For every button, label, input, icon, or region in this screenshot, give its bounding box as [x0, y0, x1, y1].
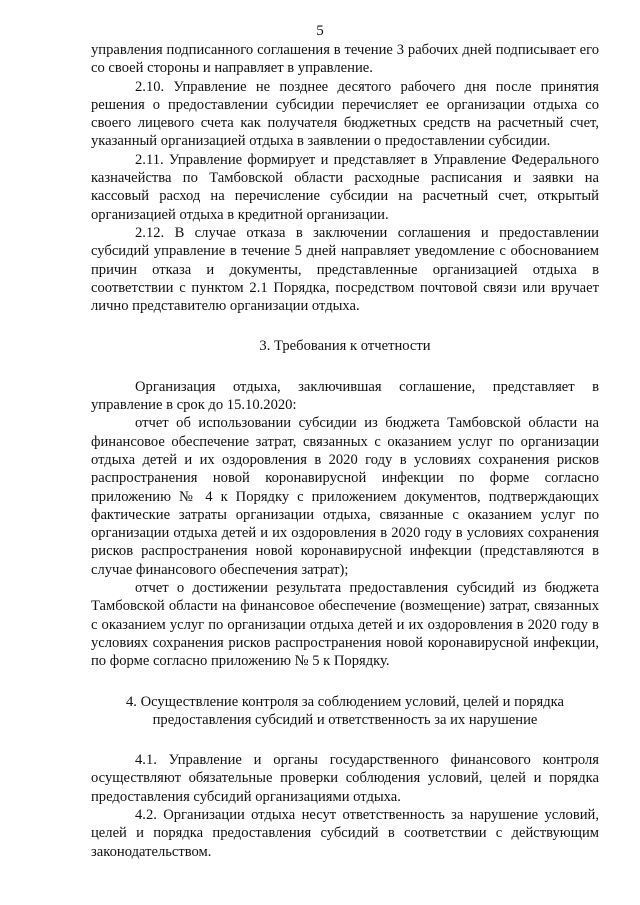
section-heading-4-line-1: 4. Осуществление контроля за соблюдением условий, целей и порядка: [126, 693, 564, 710]
paragraph-4-2: 4.2. Организации отдыха несут ответственность за нарушение условий, целей и порядка предоставления субсидий в соответствии с действующим законодательством.: [91, 806, 599, 860]
section-heading-4-line-2: предоставления субсидий и ответственность за их нарушение: [152, 711, 538, 728]
section-heading-4: [91, 693, 599, 730]
paragraph-2-10: 2.10. Управление не позднее десятого рабочего дня после принятия решения о предоставлении субсидии перечисляет ее организации отдыха со своего лицевого счета как получателя бюджетных средств на расчетный счет, указанный организацией отдыха в заявлении о предоставлении субсидии.: [91, 78, 599, 150]
paragraph-2-12: 2.12. В случае отказа в заключении соглашения и предоставлении субсидий управление в течение 5 дней направляет уведомление с обоснованием причин отказа и документы, представленные организацией отдыха в соответствии с пунктом 2.1 Порядка, посредством почтовой связи или вручает лично представителю организации отдыха.: [91, 224, 599, 315]
paragraph-report-result: отчет о достижении результата предоставления субсидий из бюджета Тамбовской области на финансовое обеспечение (возмещение) затрат, связанных с оказанием услуг по организации отдыха детей и их оздоровления в 2020 году в условиях сохранения рисков распространения новой коронавирусной инфекции, по форме согласно приложению № 5 к Порядку.: [91, 580, 599, 670]
paragraph-reporting-intro: Организация отдыха, заключившая соглашение, представляет в управление в срок до 15.10.2020:: [91, 378, 599, 414]
paragraph-report-usage: отчет об использовании субсидии из бюджета Тамбовской области на финансовое обеспечение затрат, связанных с оказанием услуг по организации отдыха детей и их оздоровления в 2020 году в условиях сохранения рисков распространения новой коронавирусной инфекции по форме согласно приложению № 4 к Порядку с приложением документов, подтверждающих фактические затраты организации отдыха, связанные с оказанием услуг по организации отдыха детей и их оздоровления в 2020 году в условиях сохранения рисков распространения новой коронавирусной инфекции (представляются в случае финансового обеспечения затрат);: [91, 415, 599, 578]
paragraph-continuation: управления подписанного соглашения в течение 3 рабочих дней подписывает его со своей стороны и направляет в управление.: [91, 42, 599, 77]
section-heading-3: 3. Требования к отчетности: [259, 338, 431, 355]
page-number: 5: [316, 23, 324, 39]
document-body: [91, 41, 599, 861]
paragraph-2-11: 2.11. Управление формирует и представляет в Управление Федерального казначейства по Тамбовской области расходные расписания и заявки на кассовый расход на перечисление субсидии на расчетный счет, открытый организацией отдыха в кредитной организации.: [91, 151, 599, 223]
paragraph-4-1: 4.1. Управление и органы государственного финансового контроля осуществляют обязательные проверки соблюдения условий, целей и порядка предоставления субсидий организациями отдыха.: [91, 752, 599, 805]
